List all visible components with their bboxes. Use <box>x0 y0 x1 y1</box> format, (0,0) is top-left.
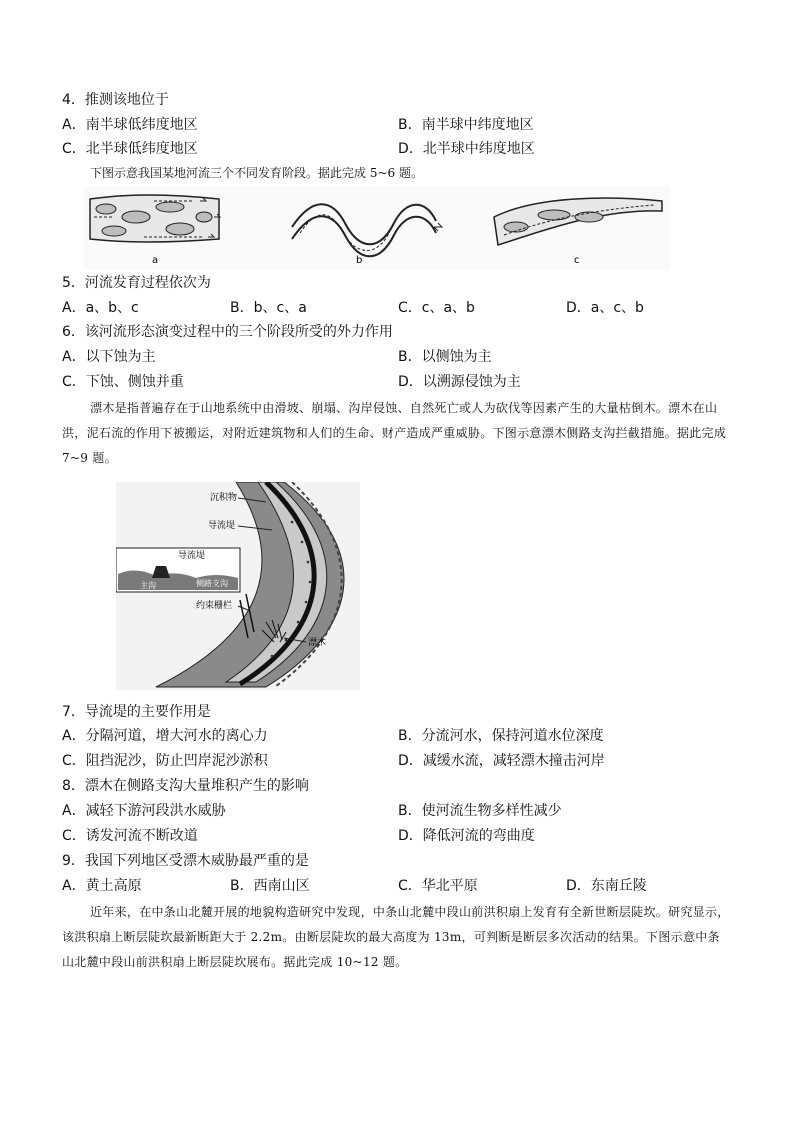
question-7-option-c[interactable]: C．阻挡泥沙，防止凹岸泥沙淤积 <box>62 753 268 769</box>
question-4-option-c[interactable]: C．北半球低纬度地区 <box>62 141 198 157</box>
question-6-option-a[interactable]: A．以下蚀为主 <box>62 349 156 365</box>
question-9-option-a[interactable]: A．黄土高原 <box>62 878 142 894</box>
driftwood-interception-figure <box>116 482 360 690</box>
river-stages-figure <box>84 187 670 269</box>
label-side-channel: 侧路支沟 <box>196 579 228 588</box>
question-6-stem: 6．该河流形态演变过程中的三个阶段所受的外力作用 <box>62 324 393 340</box>
question-5-option-b[interactable]: B．b、c、a <box>230 300 307 316</box>
question-5-stem: 5．河流发育过程依次为 <box>62 275 211 291</box>
label-fence: 约束栅栏 <box>196 601 233 611</box>
question-9-option-b[interactable]: B．西南山区 <box>230 878 310 894</box>
question-8-option-b[interactable]: B．使河流生物多样性减少 <box>398 803 562 819</box>
intro-questions-7-9: 漂木是指普遍存在于山地系统中由滑坡、崩塌、沟岸侵蚀、自然死亡或人为砍伐等因素产生的大量枯倒木。漂木在山洪，泥石流的作用下被搬运，对附近建筑物和人们的生命、财产造成严重威胁。下图示意漂木侧路支沟拦截措施。据此完成 7~9 题。 <box>62 401 727 465</box>
label-sediment: 沉积物 <box>210 493 238 503</box>
intro-questions-10-12: 近年来，在中条山北麓开展的地貌构造研究中发现，中条山北麓中段山前洪积扇上发育有全新世断层陡坎。研究显示，该洪积扇上断层陡坎最新断距大于 2.2m。由断层陡坎的最大高度为 13m，可判断是断层多次活动的结果。下图示意中条山北麓中段山前洪积扇上断层陡坎展布。据此完成 10~12 题。 <box>62 905 730 969</box>
question-4-option-b[interactable]: B．南半球中纬度地区 <box>398 117 534 133</box>
question-6-option-b[interactable]: B．以侧蚀为主 <box>398 349 492 365</box>
river-stage-b-label: b <box>356 255 363 266</box>
question-7-option-a[interactable]: A．分隔河道，增大河水的离心力 <box>62 728 268 744</box>
question-5-option-c[interactable]: C．c、a、b <box>398 300 475 316</box>
question-9-option-c[interactable]: C．华北平原 <box>398 878 478 894</box>
question-7-option-d[interactable]: D．减缓水流，减轻漂木撞击河岸 <box>398 753 605 769</box>
question-7-stem: 7．导流堤的主要作用是 <box>62 704 211 720</box>
question-8-stem: 8．漂木在侧路支沟大量堆积产生的影响 <box>62 778 309 794</box>
question-5-option-d[interactable]: D．a、c、b <box>566 300 644 316</box>
label-guide-dike-inset: 导流堤 <box>178 551 206 561</box>
question-6-option-c[interactable]: C．下蚀、侧蚀并重 <box>62 374 184 390</box>
question-5-option-a[interactable]: A．a、b、c <box>62 300 139 316</box>
intro-questions-5-6: 下图示意我国某地河流三个不同发育阶段。据此完成 5~6 题。 <box>90 166 423 180</box>
question-8-option-c[interactable]: C．诱发河流不断改道 <box>62 828 198 844</box>
label-guide-dike: 导流堤 <box>208 521 236 531</box>
question-8-option-a[interactable]: A．减轻下游河段洪水威胁 <box>62 803 226 819</box>
question-4-option-a[interactable]: A．南半球低纬度地区 <box>62 117 198 133</box>
label-main-channel: 主沟 <box>140 581 156 590</box>
question-6-option-d[interactable]: D．以溯源侵蚀为主 <box>398 374 521 390</box>
question-8-option-d[interactable]: D．降低河流的弯曲度 <box>398 828 535 844</box>
question-4-option-d[interactable]: D．北半球中纬度地区 <box>398 141 535 157</box>
river-stage-a-diagram <box>90 195 220 242</box>
question-9-stem: 9．我国下列地区受漂木威胁最严重的是 <box>62 853 309 869</box>
river-stage-a-label: a <box>152 255 159 266</box>
river-stage-c-label: c <box>574 255 580 266</box>
question-4-stem: 4．推测该地位于 <box>62 92 169 108</box>
label-driftwood: 漂木 <box>308 638 327 648</box>
question-7-option-b[interactable]: B．分流河水，保持河道水位深度 <box>398 728 604 744</box>
question-9-option-d[interactable]: D．东南丘陵 <box>566 878 647 894</box>
